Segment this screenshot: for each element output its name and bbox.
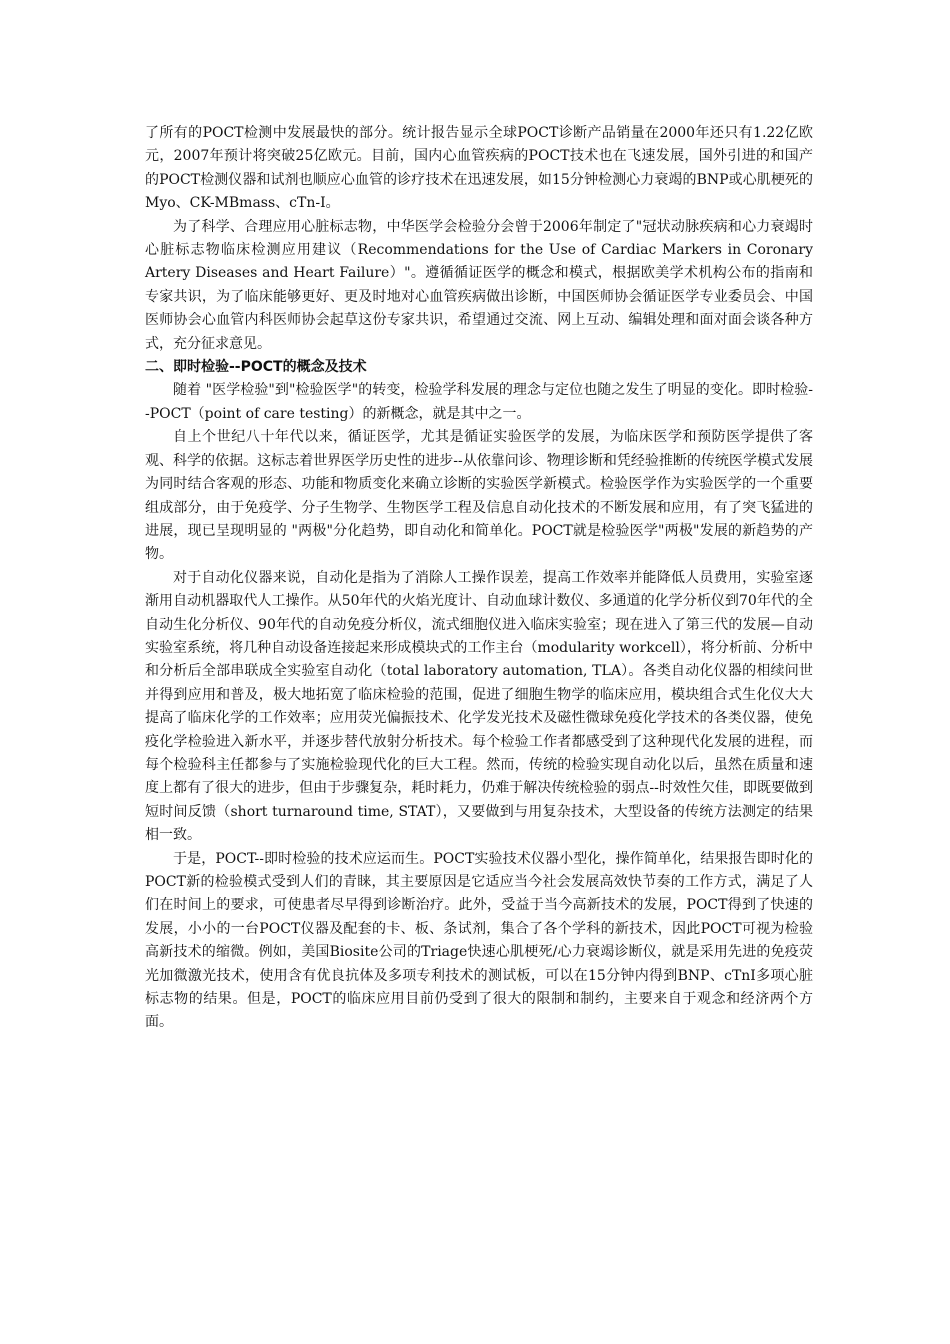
- paragraph-automation: 对于自动化仪器来说，自动化是指为了消除人工操作误差，提高工作效率并能降低人员费用，实验室逐渐用自动机器取代人工操作。从50年代的火焰光度计、自动血球计数仪、多通道的化学分析仪到70年代的全自动生化分析仪、90年代的自动免疫分析仪，流式细胞仪进入临床实验室；现在进入了第三代的发展—自动实验室系统，将几种自动设备连接起来形成模块式的工作主台（modularity workcell），将分析前、分析中和分析后全部串联成全实验室自动化（total laboratory automation, TLA）。各类自动化仪器的相续问世并得到应用和普及，极大地拓宽了临床检验的范围，促进了细胞生物学的临床应用，模块组合式生化仪大大提高了临床化学的工作效率；应用荧光偏振技术、化学发光技术及磁性微球免疫化学技术的各类仪器，使免疫化学检验进入新水平，并逐步替代放射分析技术。每个检验工作者都感受到了这种现代化发展的进程，而每个检验科主任都参与了实施检验现代化的巨大工程。然而，传统的检验实现自动化以后，虽然在质量和速度上都有了很大的进步，但由于步骤复杂，耗时耗力，仍难于解决传统检验的弱点--时效性欠佳，即既要做到短时间反馈（short turnaround time, STAT），又要做到与用复杂技术，大型设备的传统方法测定的结果相一致。: [145, 569, 813, 844]
- document-page: [145, 122, 813, 1035]
- paragraph-continued: 了所有的POCT检测中发展最快的部分。统计报告显示全球POCT诊断产品销量在2000年还只有1.22亿欧元，2007年预计将突破25亿欧元。目前，国内心血管疾病的POCT技术也在飞速发展，国外引进的和国产的POCT检测仪器和试剂也顺应心血管的诊疗技术在迅速发展，如15分钟检测心力衰竭的BNP或心肌梗死的Myo、CK-MBmass、cTn-I。: [145, 125, 813, 212]
- paragraph-poct-technology: 于是，POCT--即时检验的技术应运而生。POCT实验技术仪器小型化，操作简单化，结果报告即时化的POCT新的检验模式受到人们的青睐，其主要原因是它适应当今社会发展高效快节奏的工作方式，满足了人们在时间上的要求，可使患者尽早得到诊断治疗。此外，受益于当今高新技术的发展，POCT得到了快速的发展，小小的一台POCT仪器及配套的卡、板、条试剂，集合了各个学科的新技术，因此POCT可视为检验高新技术的缩微。例如，美国Biosite公司的Triage快速心肌梗死/心力衰竭诊断仪，就是采用先进的免疫荧光加微激光技术，使用含有优良抗体及多项专利技术的测试板，可以在15分钟内得到BNP、cTnI多项心脏标志物的结果。但是，POCT的临床应用目前仍受到了很大的限制和制约，主要来自于观念和经济两个方面。: [145, 850, 813, 1031]
- paragraph-poct-concept: 随着 "医学检验"到"检验医学"的转变，检验学科发展的理念与定位也随之发生了明显的变化。即时检验--POCT（point of care testing）的新概念，就是其中之一。: [145, 382, 813, 422]
- paragraph-evidence-medicine: 自上个世纪八十年代以来，循证医学，尤其是循证实验医学的发展，为临床医学和预防医学提供了客观、科学的依据。这标志着世界医学历史性的进步--从依靠问诊、物理诊断和凭经验推断的传统医学模式发展为同时结合客观的形态、功能和物质变化来确立诊断的实验医学新模式。检验医学作为实验医学的一个重要组成部分，由于免疫学、分子生物学、生物医学工程及信息自动化技术的不断发展和应用，有了突飞猛进的进展，现已呈现明显的 "两极"分化趋势，即自动化和简单化。POCT就是检验医学"两极"发展的新趋势的产物。: [145, 429, 813, 563]
- section-heading-2: 二、即时检验--POCT的概念及技术: [145, 359, 367, 376]
- paragraph-cardiac-markers: 为了科学、合理应用心脏标志物，中华医学会检验分会曾于2006年制定了"冠状动脉疾病和心力衰竭时心脏标志物临床检测应用建议（Recommendations for the Use of Cardiac Markers in Coronary Artery Diseases and Heart Failure）"。遵循循证医学的概念和模式，根据欧美学术机构公布的指南和专家共识，为了临床能够更好、更及时地对心血管疾病做出诊断，中国医师协会循证医学专业委员会、中国医师协会心血管内科医师协会起草这份专家共识，希望通过交流、网上互动、编辑处理和面对面会谈各种方式，充分征求意见。: [145, 218, 813, 352]
